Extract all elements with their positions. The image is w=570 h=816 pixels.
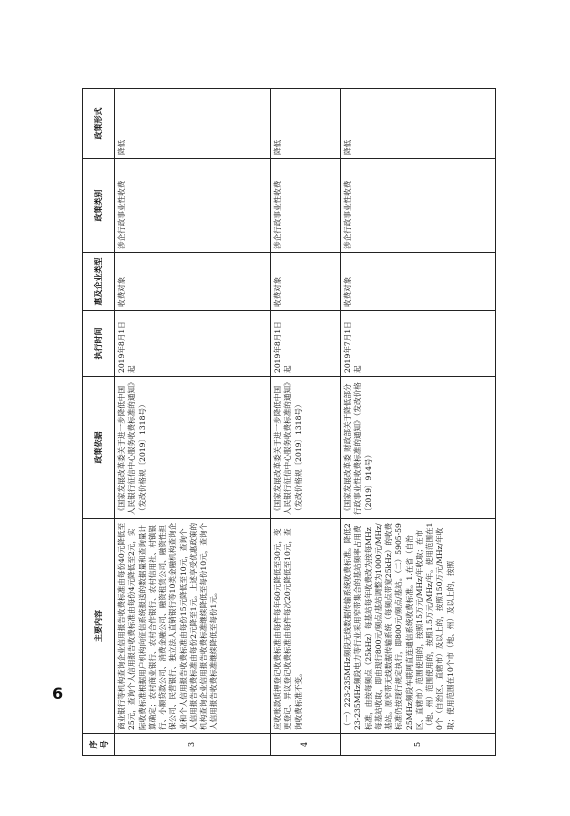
policy-table <box>82 88 496 756</box>
row-content: 应收账款质押登记收费标准由每件每年60元降低至30元，变更登记、异议登记收费标准由每件每次20元降低至10元，查询收费标准不变。 <box>271 519 341 734</box>
policy-table-container <box>82 89 495 756</box>
header-basis: 政策依据 <box>83 377 115 519</box>
header-num: 序号 <box>83 734 115 756</box>
row-category: 涉企行政事业性收费 <box>115 159 271 253</box>
table-row <box>341 89 496 756</box>
row-enterprise: 收费对象 <box>115 253 271 311</box>
row-time: 2019年7月1日起 <box>341 311 496 377</box>
header-content: 主要内容 <box>83 519 115 734</box>
row-time: 2019年8月1日起 <box>271 311 341 377</box>
table-row <box>271 89 341 756</box>
row-form: 降低 <box>115 89 271 159</box>
row-content: （一）223-235MHz频段无线数据传输系统收费标准。降低223-235MHz频段电力等行业采用窄带集合的基站频率占用费标准，由按每频点（25kHz）每基站每年收费改为按每MHz每基站收取，即由现行800元/频点/基站调整为1000元/MHz/基站。原窄带无线数据传输系统（每频点带宽25kHz）的收费标准仍按现行规定执行，即800元/频点/基站。（二）5905-5925MHz频段车联网直连通信系统收费标准。1.在省（自治区、直辖市）范围使用的，按照15万元/MHz/年收取；在市（地、州）范围使用的，按照1.5万元/MHz/年。使用范围在10个（自治区、直辖市）及以上的，按照150万元/MHz/年收取；使用范围在10个市（地、州）及以上的，按照 <box>341 519 496 734</box>
row-num: 5 <box>341 734 496 756</box>
row-form: 降低 <box>341 89 496 159</box>
row-basis: 《国家发展改革委关于进一步降低中国人民银行征信中心服务收费标准的通知》（发改价格规〔2019〕1318号） <box>115 377 271 519</box>
row-enterprise: 收费对象 <box>271 253 341 311</box>
row-category: 涉企行政事业性收费 <box>271 159 341 253</box>
row-content: 商业银行等机构查询企业信用报告收费标准由每份40元降低至25元，查询个人信用报告收费标准由每份4元降低至2元，实际收费标准根据用户机构向征信系统报送的数据量和查询量计算确定；农村商业银行、农村合作银行、农村信用社、村镇银行、小额贷款公司、消费金融公司、融资租赁公司、融资性担保公司、民营银行、独立法人直销银行等10类金融机构查询企业和个人信用报告收费标准由每份15元降低至10元，查询个人信用报告收费标准由每份2元降至1元。上述享受优惠政策的机构查询企业信用报告收费标准继续降低至每份10元，查询个人信用报告收费标准继续降低至每份1元。 <box>115 519 271 734</box>
row-basis: 《国家发展改革委 财政部关于降低部分行政事业性收费标准的通知》（发改价格〔2019〕914号） <box>341 377 496 519</box>
row-form: 降低 <box>271 89 341 159</box>
table-row <box>115 89 271 756</box>
row-category: 涉企行政事业性收费 <box>341 159 496 253</box>
header-form: 政策形式 <box>83 89 115 159</box>
header-enterprise: 惠及企业类型 <box>83 253 115 311</box>
header-time: 执行时间 <box>83 311 115 377</box>
page-number: 6 <box>52 684 64 703</box>
row-time: 2019年8月1日起 <box>115 311 271 377</box>
table-header-row <box>83 89 115 756</box>
row-num: 4 <box>271 734 341 756</box>
row-num: 3 <box>115 734 271 756</box>
header-category: 政策类别 <box>83 159 115 253</box>
row-enterprise: 收费对象 <box>341 253 496 311</box>
row-basis: 《国家发展改革委关于进一步降低中国人民银行征信中心服务收费标准的通知》（发改价格规〔2019〕1318号） <box>271 377 341 519</box>
